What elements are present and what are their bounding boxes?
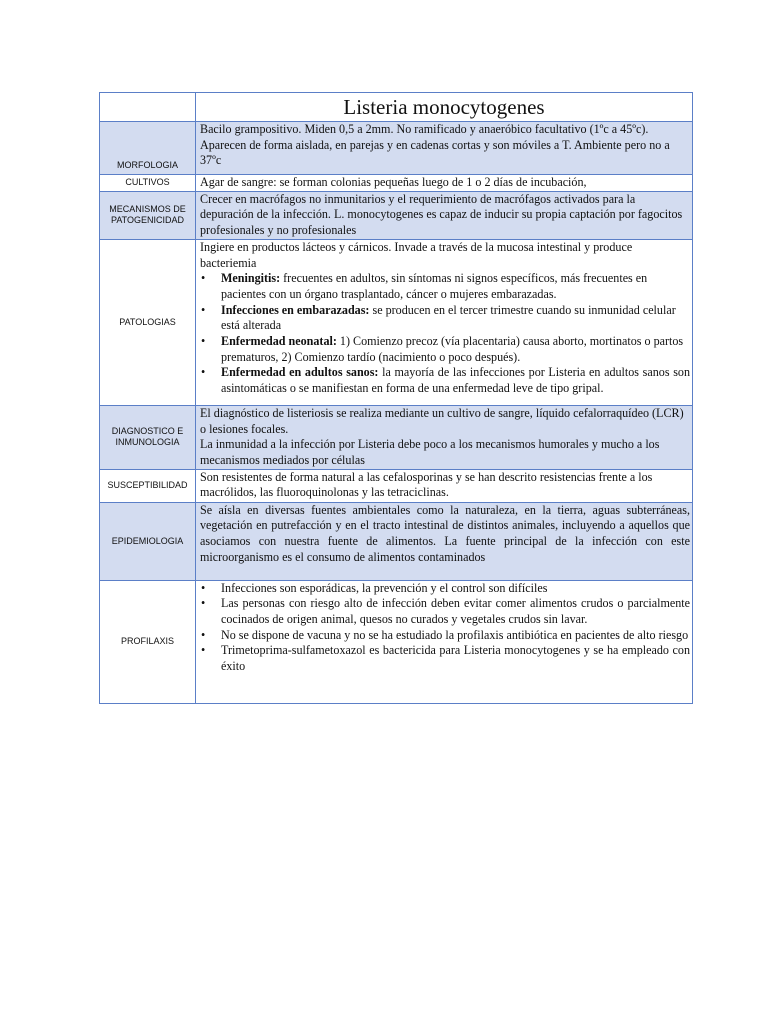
label-epidemiologia: EPIDEMIOLOGIA	[100, 502, 196, 580]
title-row	[100, 93, 693, 122]
listeria-table	[99, 92, 693, 704]
label-diagnostico: DIAGNOSTICO E INMUNOLOGIA	[100, 405, 196, 469]
list-item: • Infecciones en embarazadas: se producen en el tercer trimestre cuando su inmunidad celular está alterada	[200, 303, 690, 334]
label-cultivos: CULTIVOS	[100, 175, 196, 192]
label-susceptibilidad: SUSCEPTIBILIDAD	[100, 469, 196, 502]
row-profilaxis	[100, 580, 693, 703]
list-item: • Infecciones son esporádicas, la prevención y el control son difíciles	[200, 581, 690, 597]
profilaxis-list	[200, 581, 690, 675]
row-epidemiologia	[100, 502, 693, 580]
content-profilaxis	[196, 580, 693, 703]
row-patogenicidad	[100, 191, 693, 239]
content-patologias	[196, 239, 693, 405]
label-patogenicidad: MECANISMOS DE PATOGENICIDAD	[100, 191, 196, 239]
row-cultivos	[100, 175, 693, 192]
document-title: Listeria monocytogenes	[196, 93, 693, 122]
diagnostico-line-1: El diagnóstico de listeriosis se realiza mediante un cultivo de sangre, líquido cefalorraquídeo (LCR) o lesiones focales.	[200, 405, 684, 436]
content-epidemiologia: Se aísla en diversas fuentes ambientales como la naturaleza, en la tierra, aguas subterráneas, vegetación en putrefacción y en el tracto intestinal de distintos animales, incluyendo a aquellos que asociamos con nuestra fuente de alimentos. La fuente principal de la infección con este microorganismo es el consumo de alimentos contaminados	[196, 502, 693, 580]
list-item: • Enfermedad neonatal: 1) Comienzo precoz (vía placentaria) causa aborto, mortinatos o partos prematuros, 2) Comienzo tardío (nacimiento o poco después).	[200, 334, 690, 365]
patologias-intro: Ingiere en productos lácteos y cárnicos. Invade a través de la mucosa intestinal y produce bacteriemia	[200, 239, 633, 270]
row-morfologia	[100, 122, 693, 175]
content-diagnostico	[196, 405, 693, 469]
label-morfologia: MORFOLOGIA	[100, 122, 196, 175]
content-morfologia: Bacilo grampositivo. Miden 0,5 a 2mm. No ramificado y anaeróbico facultativo (1ºc a 45ºc). Aparecen de forma aislada, en parejas y en cadenas cortas y son móviles a T. Ambiente pero no a 37ºc	[196, 122, 693, 175]
list-item: • Meningitis: frecuentes en adultos, sin síntomas ni signos específicos, más frecuentes en pacientes con un órgano trasplantado, cáncer o mujeres embarazadas.	[200, 271, 690, 302]
content-patogenicidad: Crecer en macrófagos no inmunitarios y el requerimiento de macrófagos activados para la depuración de la infección. L. monocytogenes es capaz de inducir su propia captación por fagocitos profesionales y no profesionales	[196, 191, 693, 239]
empty-corner-cell	[100, 93, 196, 122]
list-item: • Trimetoprima-sulfametoxazol es bactericida para Listeria monocytogenes y se ha empleado con éxito	[200, 643, 690, 674]
content-susceptibilidad: Son resistentes de forma natural a las cefalosporinas y se han descrito resistencias frente a los macrólidos, las fluoroquinolonas y las tetraciclinas.	[196, 469, 693, 502]
row-patologias	[100, 239, 693, 405]
row-diagnostico	[100, 405, 693, 469]
list-item: • No se dispone de vacuna y no se ha estudiado la profilaxis antibiótica en pacientes de alto riesgo	[200, 628, 690, 644]
label-patologias: PATOLOGIAS	[100, 239, 196, 405]
content-cultivos: Agar de sangre: se forman colonias pequeñas luego de 1 o 2 días de incubación,	[196, 175, 693, 192]
diagnostico-line-2: La inmunidad a la infección por Listeria debe poco a los mecanismos humorales y mucho a los mecanismos mediados por células	[200, 437, 660, 467]
row-susceptibilidad	[100, 469, 693, 502]
list-item: • Las personas con riesgo alto de infección deben evitar comer alimentos crudos o parcialmente cocinados de origen animal, quesos no curados y vegetales crudos sin lavar.	[200, 596, 690, 627]
patologias-list	[200, 271, 690, 397]
list-item: • Enfermedad en adultos sanos: la mayoría de las infecciones por Listeria en adultos sanos son asintomáticas o se manifiestan en forma de una enfermedad leve de tipo gripal.	[200, 365, 690, 396]
label-profilaxis: PROFILAXIS	[100, 580, 196, 703]
